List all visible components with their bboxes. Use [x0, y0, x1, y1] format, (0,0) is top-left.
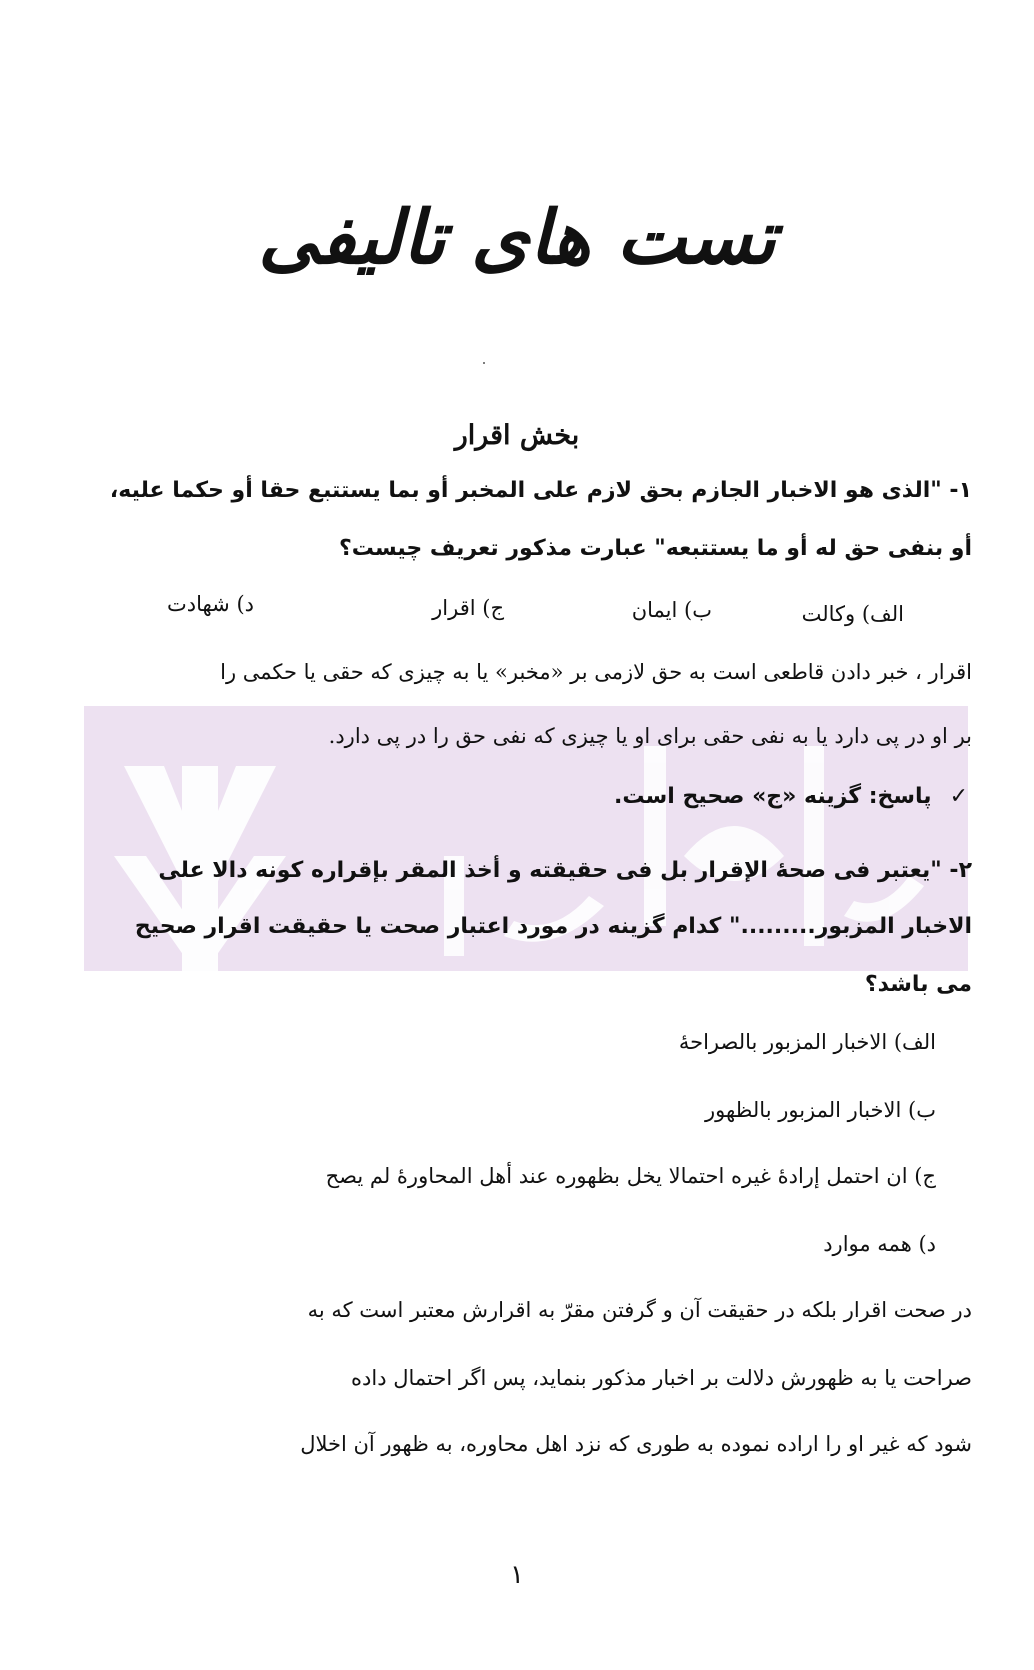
- question-2-option-c: ج) ان احتمل إرادهٔ غیره احتمالا یخل بظهوره عند أهل المحاورهٔ لم یصح: [325, 1164, 936, 1188]
- question-1-explanation-line-1: اقرار ، خبر دادن قاطعی است به حق لازمی بر «مخبر» یا به چیزی که حقی یا حکمی را: [220, 660, 972, 684]
- question-1-answer: [614, 784, 968, 809]
- question-2-option-a: الف) الاخبار المزبور بالصراحهٔ: [678, 1030, 936, 1054]
- question-2-line-3: می باشد؟: [864, 972, 972, 997]
- question-2-explanation-line-2: صراحت یا به ظهورش دلالت بر اخبار مذکور بنماید، پس اگر احتمال داده: [351, 1366, 972, 1390]
- question-1-line-1: ۱- "الذی هو الاخبار الجازم بحق لازم علی المخبر أو بما یستتبع حقا أو حکما علیه،: [109, 478, 972, 503]
- question-2-option-d: د) همه موارد: [823, 1232, 936, 1256]
- question-1-option-a: الف) وکالت: [801, 602, 904, 626]
- check-icon: ✓: [949, 784, 968, 809]
- question-2-explanation-line-3: شود که غیر او را اراده نموده به طوری که نزد اهل محاوره، به ظهور آن اخلال: [300, 1432, 972, 1456]
- question-2-option-b: ب) الاخبار المزبور بالظهور: [705, 1098, 936, 1122]
- page-title: تست های تالیفی: [258, 195, 776, 281]
- question-1-explanation-line-2: بر او در پی دارد یا به نفی حقی برای او یا چیزی که نفی حق را در پی دارد.: [328, 724, 972, 748]
- question-2-line-1: ۲- "یعتبر فی صحهٔ الإقرار بل فی حقیقته و أخذ المقر بإقراره کونه دالا علی: [158, 858, 972, 883]
- question-1-answer-text: پاسخ: گزینه «ج» صحیح است.: [614, 784, 932, 809]
- question-2-explanation-line-1: در صحت اقرار بلکه در حقیقت آن و گرفتن مقرّ به اقرارش معتبر است که به: [307, 1298, 972, 1322]
- question-1-line-2: أو بنفی حق له أو ما یستتبعه" عبارت مذکور تعریف چیست؟: [338, 536, 972, 561]
- stray-mark: [483, 362, 485, 364]
- question-1-option-d: د) شهادت: [166, 592, 254, 616]
- question-1-option-b: ب) ایمان: [631, 598, 712, 622]
- page-number: ۱: [510, 1560, 524, 1590]
- question-2-line-2: الاخبار المزبور........." کدام گزینه در مورد اعتبار صحت یا حقیقت اقرار صحیح: [134, 914, 972, 939]
- question-1-option-c: ج) اقرار: [432, 596, 504, 620]
- section-heading: بخش اقرار: [454, 420, 580, 451]
